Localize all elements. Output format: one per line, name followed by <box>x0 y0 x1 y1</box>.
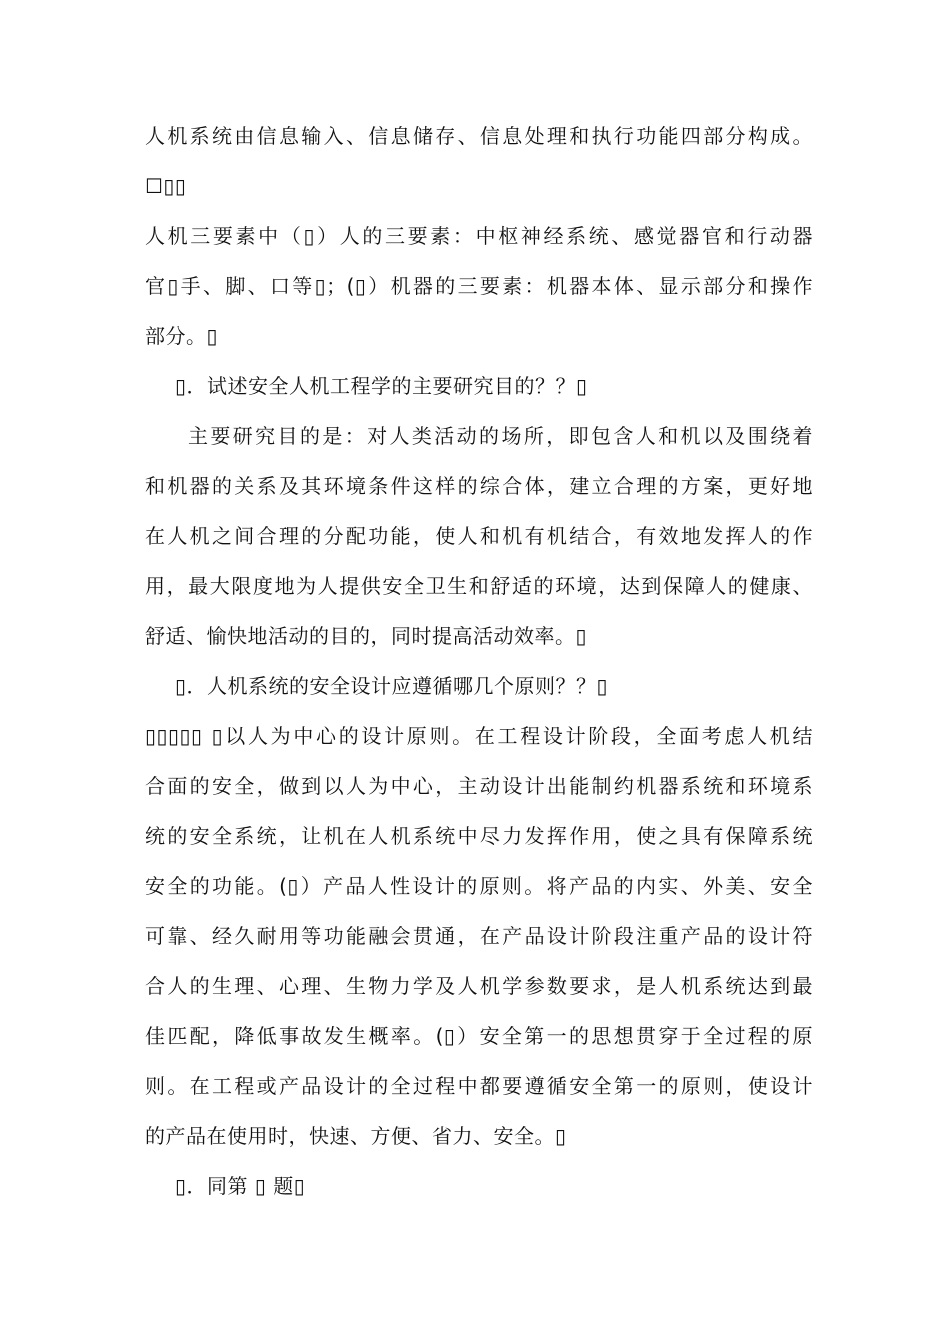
text-line-5: 部分。▯ <box>145 324 219 348</box>
text-line-7: 主要研究目的是：对人类活动的场所，即包含人和机以及围绕着 <box>188 424 813 448</box>
text-line-17: 可靠、经久耐用等功能融会贯通，在产品设计阶段注重产品的设计符 <box>145 924 813 948</box>
text-line-14: 合面的安全，做到以人为中心，主动设计出能制约机器系统和环境系 <box>145 774 813 798</box>
question-2: ▯．试述安全人机工程学的主要研究目的？？▯ <box>175 374 588 398</box>
text-line-1: 人机系统由信息输入、信息储存、信息处理和执行功能四部分构成。 <box>145 124 813 148</box>
text-line-19: 佳匹配，降低事故发生概率。(▯）安全第一的思想贯穿于全过程的原 <box>145 1024 813 1048</box>
text-line-15: 统的安全系统，让机在人机系统中尽力发挥作用，使之具有保障系统 <box>145 824 813 848</box>
text-line-8: 和机器的关系及其环境条件这样的综合体，建立合理的方案，更好地 <box>145 474 813 498</box>
text-line-11: 舒适、愉快地活动的目的，同时提高活动效率。▯ <box>145 624 588 648</box>
text-line-21: 的产品在使用时，快速、方便、省力、安全。▯ <box>145 1124 567 1148</box>
text-line-10: 用，最大限度地为人提供安全卫生和舒适的环境，达到保障人的健康、 <box>145 574 813 598</box>
text-line-9: 在人机之间合理的分配功能，使人和机有机结合，有效地发挥人的作 <box>145 524 813 548</box>
text-line-4: 官▯手、脚、口等▯；(▯）机器的三要素：机器本体、显示部分和操作 <box>145 274 813 298</box>
text-line-3: 人机三要素中（▯）人的三要素：中枢神经系统、感觉器官和行动器 <box>145 224 813 248</box>
text-line-18: 合人的生理、心理、生物力学及人机学参数要求，是人机系统达到最 <box>145 974 813 998</box>
question-3: ▯．人机系统的安全设计应遵循哪几个原则？？▯ <box>175 674 609 698</box>
text-line-20: 则。在工程或产品设计的全过程中都要遵循安全第一的原则，使设计 <box>145 1074 813 1098</box>
text-line-16: 安全的功能。(▯）产品人性设计的原则。将产品的内实、外美、安全 <box>145 874 813 898</box>
text-line-2: ☐▯▯ <box>145 174 187 198</box>
text-line-13: ▯▯▯▯▯ ▯以人为中心的设计原则。在工程设计阶段，全面考虑人机结 <box>145 724 813 748</box>
question-4: ▯．同第 ▯ 题▯ <box>175 1174 306 1198</box>
